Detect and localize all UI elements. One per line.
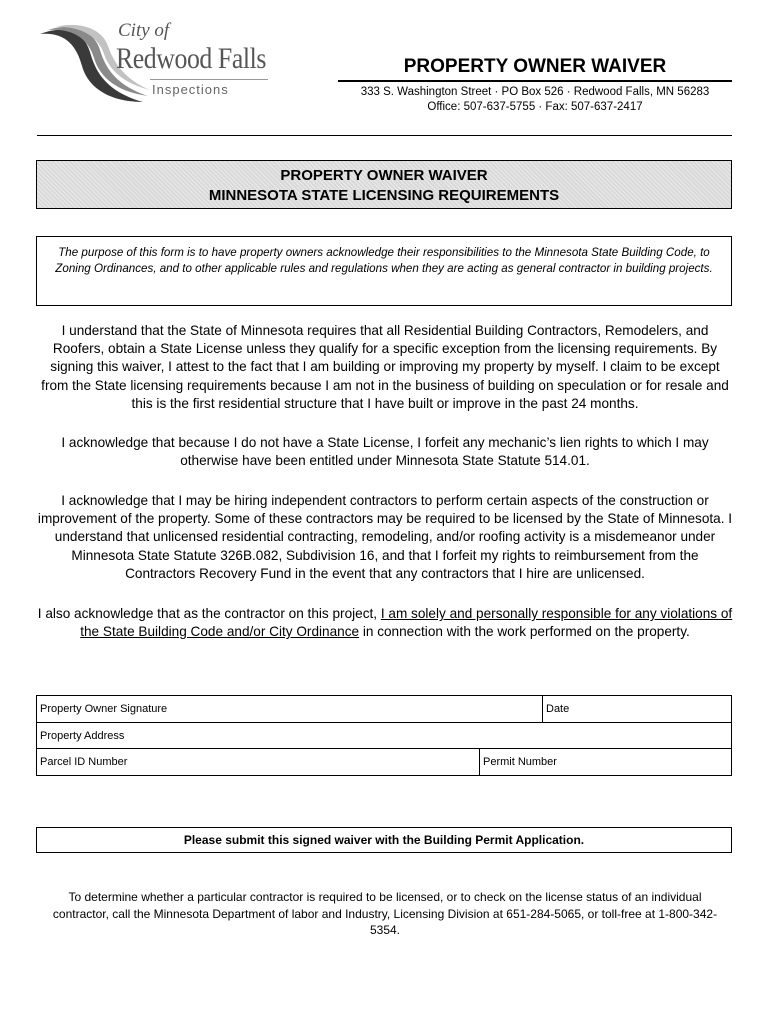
permit-number-label: Permit Number bbox=[483, 756, 557, 768]
form-title: PROPERTY OWNER WAIVER bbox=[280, 167, 488, 184]
logo-divider bbox=[150, 79, 268, 80]
permit-number-field[interactable] bbox=[480, 749, 731, 775]
header-rule bbox=[338, 80, 732, 82]
lien-rights-paragraph: I acknowledge that because I do not have a State License, I forfeit any mechanic’s lien rights to which I may otherwise have been entitled under Minnesota State Statute 514.01. bbox=[61, 435, 709, 469]
purpose-statement: The purpose of this form is to have property owners acknowledge their responsibilities to the Minnesota State Building Code, to Zoning Ordinances, and to other applicable rules and regulations when they are acting as general contractor in building projects. bbox=[36, 236, 732, 306]
submit-instruction: Please submit this signed waiver with the Building Permit Application. bbox=[36, 827, 732, 853]
property-address-field[interactable] bbox=[37, 723, 731, 749]
logo-city-name: Redwood Falls bbox=[116, 42, 266, 75]
header-title: PROPERTY OWNER WAIVER bbox=[403, 56, 667, 77]
license-contact-footer: To determine whether a particular contractor is required to be licensed, or to check on the license status of an individual contractor, call the Minnesota Department of labor and Industry, Licensing Division at 651-284-5065, or toll-free at 1-800-342-5354. bbox=[52, 890, 718, 937]
logo-city-of-text: City of bbox=[118, 20, 170, 41]
licensing-paragraph: I understand that the State of Minnesota requires that all Residential Building Contractors, Remodelers, and Roofers, obtain a State License unless they qualify for a specific exception from the licensing requirements. By signing this waiver, I attest to the fact that I am building or improving my property by myself. I claim to be except from the State licensing requirements because I am not in the business of building on speculation or for resale and this is the first residential structure that I have built or improve in the past 24 months. bbox=[41, 323, 729, 411]
signature-form-table bbox=[36, 695, 732, 776]
date-label: Date bbox=[546, 703, 570, 715]
responsibility-underlined-text: I am solely and personally responsible for any violations of the State Building Code and/or City Ordinance bbox=[80, 606, 733, 640]
property-address-label: Property Address bbox=[40, 730, 125, 742]
header-office-fax: Office: 507-637-5755 · Fax: 507-637-2417 bbox=[427, 101, 643, 113]
form-title-box bbox=[36, 160, 732, 209]
logo-department: Inspections bbox=[152, 82, 229, 97]
date-field[interactable] bbox=[543, 696, 731, 723]
responsibility-paragraph bbox=[36, 605, 734, 641]
owner-signature-field[interactable] bbox=[37, 696, 542, 723]
responsibility-text-end: in connection with the work performed on the property. bbox=[359, 624, 690, 640]
owner-signature-label: Property Owner Signature bbox=[40, 703, 168, 715]
form-subtitle: MINNESOTA STATE LICENSING REQUIREMENTS bbox=[208, 187, 560, 204]
parcel-id-label: Parcel ID Number bbox=[40, 756, 128, 768]
top-divider bbox=[37, 135, 732, 136]
header-address: 333 S. Washington Street · PO Box 526 · Redwood Falls, MN 56283 bbox=[360, 86, 710, 98]
parcel-id-field[interactable] bbox=[37, 749, 479, 775]
responsibility-text-start: I also acknowledge that as the contractor on this project, bbox=[37, 606, 381, 621]
contractors-paragraph: I acknowledge that I may be hiring independent contractors to perform certain aspects of the construction or improvement of the property. Some of these contractors may be required to be licensed by the State of Minnesota. I understand that unlicensed residential contracting, remodeling, and/or roofing activity is a misdemeanor under Minnesota State Statute 326B.082, Subdivision 16, and that I forfeit my rights to reimbursement from the Contractors Recovery Fund in the event that any contractors that I hire are unlicensed. bbox=[37, 493, 733, 581]
